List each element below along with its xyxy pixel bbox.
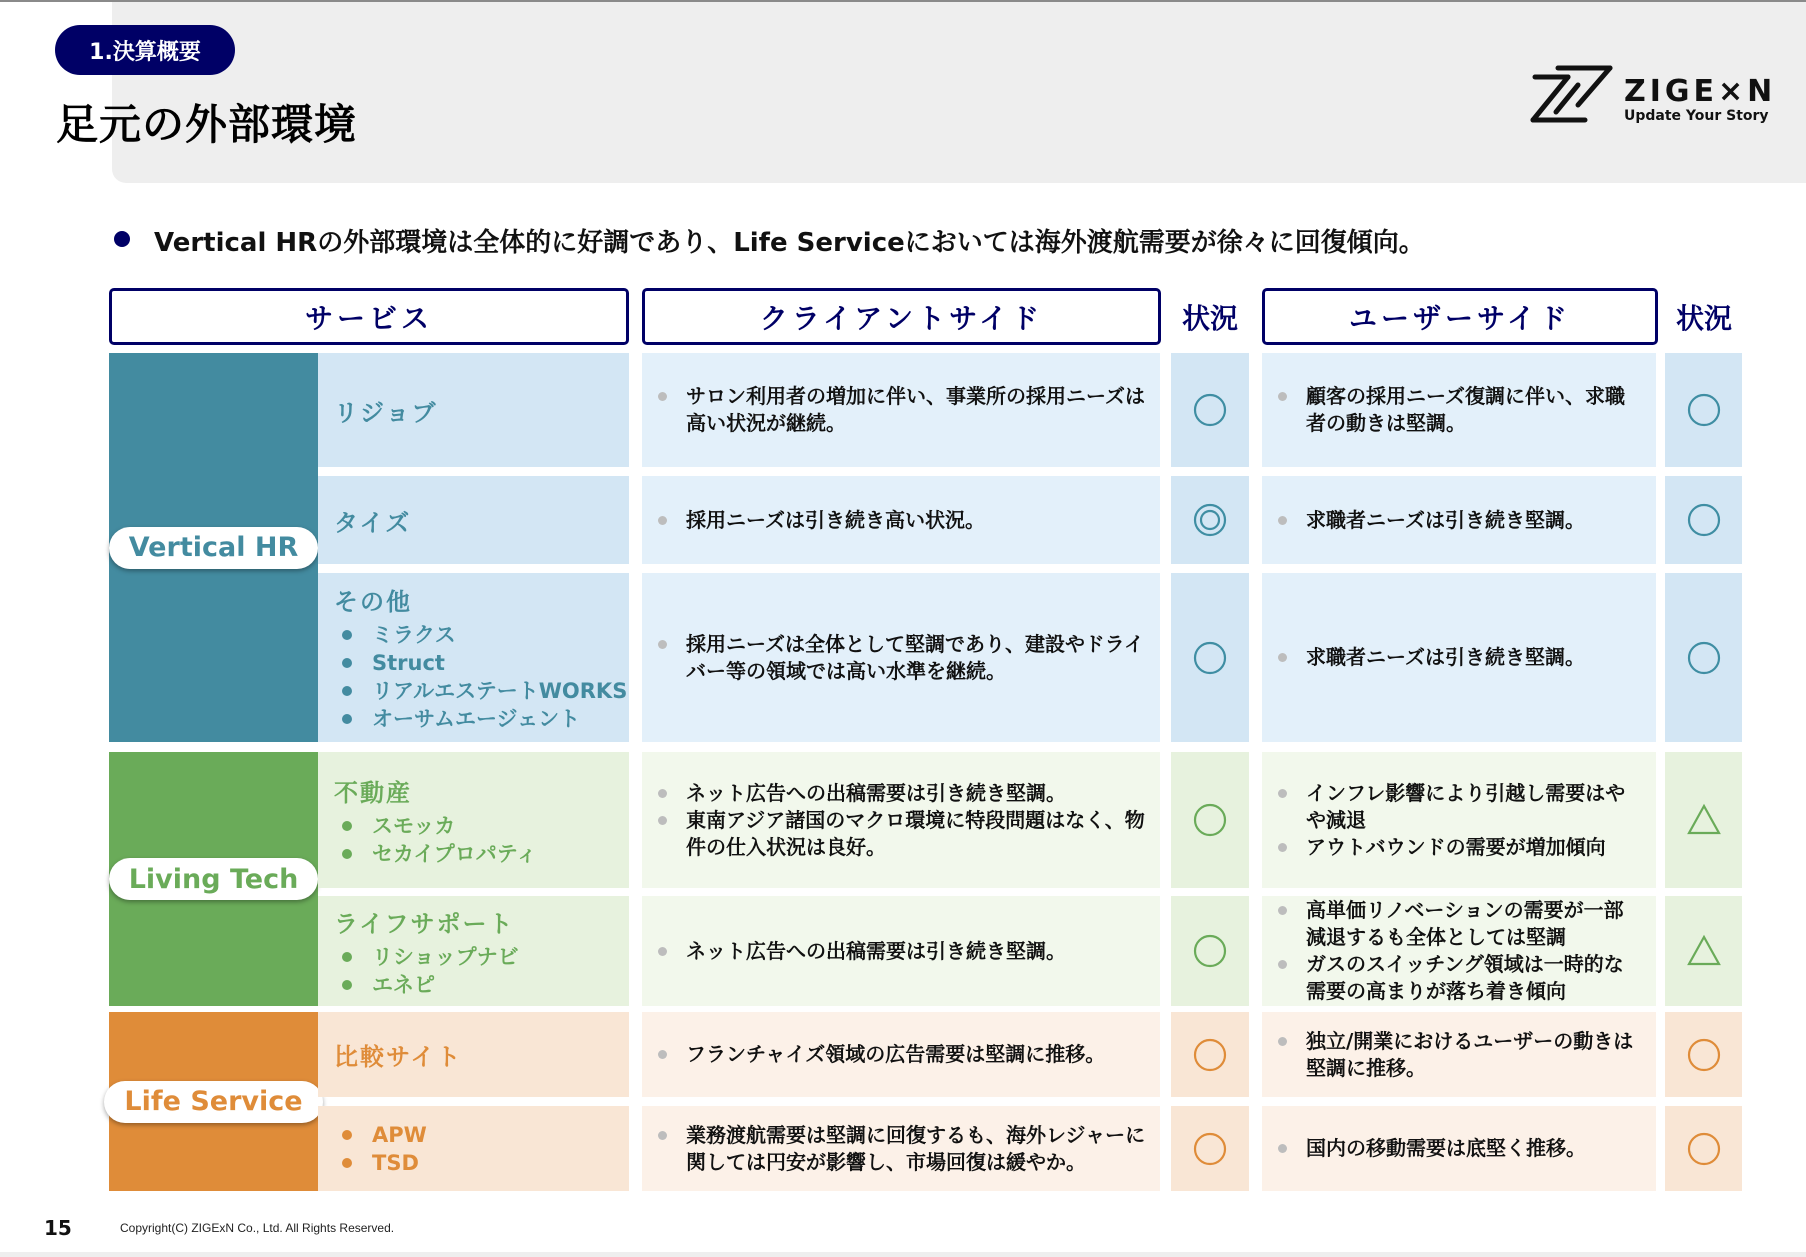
- user-status-cell: [1665, 476, 1742, 564]
- sub-service-label: APW: [372, 1122, 427, 1147]
- bullet-text: ネット広告への出稿需要は引き続き堅調。: [686, 780, 1066, 805]
- bullet-icon: [1278, 906, 1287, 915]
- section-badge: 1.決算概要: [55, 25, 235, 75]
- bullet-icon: [1278, 960, 1287, 969]
- bullet-item: [1276, 1135, 1642, 1162]
- service-cell: [318, 896, 629, 1006]
- bullet-item: [1276, 951, 1642, 1005]
- bullet-item: [1276, 1028, 1642, 1082]
- page-title: 足元の外部環境: [56, 100, 358, 149]
- service-name: 比較サイト: [334, 1043, 463, 1071]
- column-header-user-side: ユーザーサイド: [1262, 288, 1658, 345]
- bullet-item: [1276, 834, 1642, 861]
- sub-service-item: [334, 649, 629, 677]
- bullet-icon: [658, 947, 667, 956]
- bullet-item: [1276, 897, 1642, 951]
- user-side-cell: [1262, 573, 1656, 742]
- circle-icon: [1192, 392, 1228, 428]
- sub-service-item: [334, 1121, 629, 1149]
- bullet-icon: [1278, 843, 1287, 852]
- service-name: その他: [334, 588, 412, 616]
- sub-service-item: [334, 971, 629, 999]
- bullet-icon: [342, 821, 352, 831]
- logo-tagline: Update Your Story: [1624, 108, 1769, 124]
- bullet-icon: [658, 516, 667, 525]
- sub-service-item: [334, 705, 629, 733]
- user-status-cell: [1665, 1012, 1742, 1097]
- double-circle-icon: [1192, 502, 1228, 538]
- client-status-cell: [1171, 896, 1249, 1006]
- circle-icon: [1686, 392, 1722, 428]
- bullet-item: [656, 1041, 1146, 1068]
- bullet-text: アウトバウンドの需要が増加傾向: [1306, 834, 1606, 859]
- bullet-text: フランチャイズ領域の広告需要は堅調に推移。: [686, 1042, 1106, 1066]
- client-side-cell: [642, 573, 1160, 742]
- bullet-icon: [1278, 789, 1287, 798]
- client-side-cell: [642, 1106, 1160, 1191]
- service-name: ライフサポート: [334, 909, 515, 938]
- bullet-icon: [342, 658, 352, 668]
- sub-service-label: ミラクス: [372, 623, 456, 647]
- service-cell: [318, 476, 629, 564]
- bullet-icon: [1278, 516, 1287, 525]
- bullet-icon: [658, 392, 667, 401]
- circle-icon: [1686, 1037, 1722, 1073]
- client-side-cell: [642, 752, 1160, 888]
- user-side-cell: [1262, 476, 1656, 564]
- user-status-cell: [1665, 752, 1742, 888]
- circle-icon: [1686, 1131, 1722, 1167]
- column-header-service: サービス: [109, 288, 629, 345]
- group-label: Living Tech: [109, 858, 319, 900]
- bullet-item: [1276, 383, 1642, 437]
- sub-service-item: [334, 812, 629, 840]
- circle-icon: [1686, 502, 1722, 538]
- user-side-cell: [1262, 896, 1656, 1006]
- client-status-cell: [1171, 1012, 1249, 1097]
- bullet-icon: [658, 1050, 667, 1059]
- bullet-item: [656, 938, 1146, 965]
- sub-service-label: リアルエステートWORKS: [372, 679, 628, 703]
- copyright: Copyright(C) ZIGExN Co., Ltd. All Rights Reserved.: [120, 1221, 395, 1235]
- bullet-text: 東南アジア諸国のマクロ環境に特段問題はなく、物件の仕入状況は良好。: [686, 807, 1145, 859]
- circle-icon: [1192, 802, 1228, 838]
- bullet-text: 求職者ニーズは引き続き堅調。: [1306, 645, 1585, 669]
- bullet-text: ガスのスイッチング領域は一時的な需要の高まりが落ち着き傾向: [1306, 952, 1624, 1003]
- user-status-cell: [1665, 896, 1742, 1006]
- service-cell: [318, 573, 629, 742]
- group-cell: [109, 752, 318, 1006]
- bullet-icon: [658, 640, 667, 649]
- summary-statement: Vertical HRの外部環境は全体的に好調であり、Life Serviceにおいては海外渡航需要が徐々に回復傾向。: [154, 228, 1425, 258]
- bullet-item: [1276, 507, 1642, 534]
- bullet-icon: [658, 1131, 667, 1140]
- user-side-cell: [1262, 1012, 1656, 1097]
- sub-service-item: [334, 621, 629, 649]
- user-status-cell: [1665, 1106, 1742, 1191]
- client-side-cell: [642, 896, 1160, 1006]
- bullet-text: 独立/開業におけるユーザーの動きは堅調に推移。: [1306, 1028, 1634, 1080]
- sub-service-item: [334, 840, 629, 868]
- bullet-icon: [342, 686, 352, 696]
- sub-service-item: [334, 677, 629, 705]
- sub-service-label: セカイプロパティ: [372, 841, 538, 866]
- service-cell: [318, 1106, 629, 1191]
- bullet-icon: [342, 630, 352, 640]
- user-side-cell: [1262, 752, 1656, 888]
- sub-service-item: [334, 943, 629, 971]
- circle-icon: [1192, 1131, 1228, 1167]
- page-number: 15: [44, 1216, 72, 1240]
- column-header-client-side: クライアントサイド: [642, 288, 1161, 345]
- service-cell: [318, 1012, 629, 1097]
- user-status-cell: [1665, 573, 1742, 742]
- bullet-text: 顧客の採用ニーズ復調に伴い、求職者の動きは堅調。: [1306, 384, 1625, 435]
- bottom-border: [0, 1252, 1806, 1257]
- bullet-icon: [342, 1130, 352, 1140]
- client-status-cell: [1171, 573, 1249, 742]
- bullet-item: [1276, 780, 1642, 834]
- group-cell: [109, 1012, 318, 1191]
- bullet-icon: [342, 952, 352, 962]
- bullet-text: 採用ニーズは全体として堅調であり、建設やドライバー等の領域では高い水準を継続。: [686, 631, 1144, 683]
- circle-icon: [1192, 1037, 1228, 1073]
- client-side-cell: [642, 353, 1160, 467]
- circle-icon: [1192, 640, 1228, 676]
- user-side-cell: [1262, 353, 1656, 467]
- group-label: Vertical HR: [109, 527, 318, 569]
- bullet-text: 高単価リノベーションの需要が一部減退するも全体としては堅調: [1306, 898, 1624, 949]
- logo-wordmark: ZIGE×N: [1624, 74, 1777, 109]
- bullet-icon: [1278, 1037, 1287, 1046]
- bullet-icon: [114, 231, 130, 247]
- client-side-cell: [642, 476, 1160, 564]
- client-side-cell: [642, 1012, 1160, 1097]
- bullet-text: インフレ影響により引越し需要はやや減退: [1306, 780, 1626, 832]
- bullet-item: [656, 780, 1146, 807]
- bullet-text: 採用ニーズは引き続き高い状況。: [686, 507, 985, 532]
- sub-service-label: TSD: [372, 1150, 419, 1175]
- bullet-icon: [342, 980, 352, 990]
- bullet-item: [656, 383, 1146, 437]
- service-name: 不動産: [334, 778, 412, 807]
- client-status-cell: [1171, 1106, 1249, 1191]
- service-cell: [318, 752, 629, 888]
- sub-service-label: リショップナビ: [372, 944, 519, 969]
- bullet-icon: [1278, 392, 1287, 401]
- bullet-text: 求職者ニーズは引き続き堅調。: [1306, 507, 1585, 532]
- bullet-item: [1276, 644, 1642, 671]
- bullet-item: [656, 507, 1146, 534]
- group-label: Life Service: [104, 1081, 322, 1123]
- column-header-client-status: 状況: [1181, 301, 1238, 335]
- company-logo: [1530, 62, 1777, 126]
- triangle-icon: [1686, 802, 1722, 838]
- service-name: リジョブ: [334, 398, 438, 427]
- service-name: タイズ: [334, 508, 412, 537]
- client-status-cell: [1171, 752, 1249, 888]
- zigexn-logo-mark-icon: [1530, 64, 1616, 124]
- client-status-cell: [1171, 353, 1249, 467]
- client-status-cell: [1171, 476, 1249, 564]
- circle-icon: [1686, 640, 1722, 676]
- bullet-item: [656, 1122, 1146, 1176]
- bullet-icon: [342, 714, 352, 724]
- service-cell: [318, 353, 629, 467]
- bullet-text: サロン利用者の増加に伴い、事業所の採用ニーズは高い状況が継続。: [686, 384, 1145, 435]
- bullet-icon: [1278, 653, 1287, 662]
- group-cell: [109, 353, 318, 742]
- bullet-item: [656, 807, 1146, 861]
- bullet-text: 業務渡航需要は堅調に回復するも、海外レジャーに関しては円安が影響し、市場回復は緩やか。: [686, 1122, 1146, 1174]
- bullet-text: 国内の移動需要は底堅く推移。: [1306, 1136, 1586, 1160]
- bullet-icon: [342, 849, 352, 859]
- bullet-item: [656, 631, 1146, 685]
- sub-service-label: オーサムエージェント: [372, 707, 581, 731]
- bullet-icon: [1278, 1144, 1287, 1153]
- sub-service-label: スモッカ: [372, 813, 456, 838]
- bullet-icon: [658, 816, 667, 825]
- bullet-text: ネット広告への出稿需要は引き続き堅調。: [686, 938, 1066, 963]
- sub-service-label: エネピ: [372, 972, 435, 997]
- sub-service-label: Struct: [372, 651, 445, 675]
- user-side-cell: [1262, 1106, 1656, 1191]
- column-header-user-status: 状況: [1675, 301, 1732, 335]
- bullet-icon: [342, 1158, 352, 1168]
- bullet-icon: [658, 789, 667, 798]
- circle-icon: [1192, 933, 1228, 969]
- triangle-icon: [1686, 933, 1722, 969]
- sub-service-item: [334, 1149, 629, 1177]
- user-status-cell: [1665, 353, 1742, 467]
